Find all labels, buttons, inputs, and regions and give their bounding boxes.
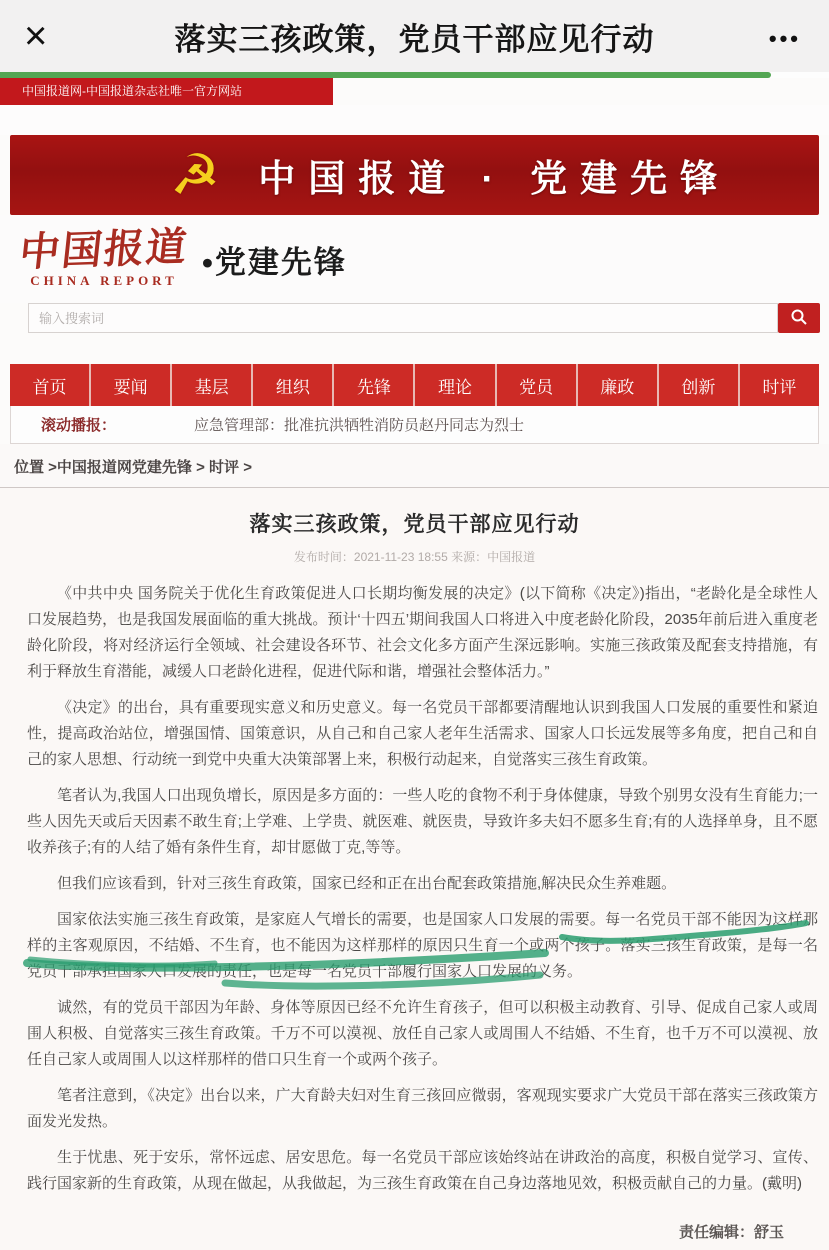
- party-banner: [10, 135, 819, 215]
- article-body: [0, 581, 829, 1197]
- nav-item-organization[interactable]: 组织: [253, 364, 332, 406]
- nav-item-vanguard[interactable]: 先锋: [334, 364, 413, 406]
- hammer-sickle-icon: ☭: [170, 143, 221, 206]
- search-button[interactable]: [778, 303, 820, 333]
- logo-english-text: CHINA REPORT: [30, 273, 178, 288]
- nav-item-innovation[interactable]: 创新: [659, 364, 738, 406]
- nav-item-grassroots[interactable]: 基层: [172, 364, 251, 406]
- banner-title: 中国报道 · 党建先锋: [258, 158, 731, 199]
- page-title: 落实三孩政策，党员干部应见行动: [174, 21, 655, 57]
- main-nav: [10, 364, 819, 406]
- logo-chinese-text: 中国报道: [17, 224, 191, 275]
- paragraph: 但我们应该看到，针对三孩生育政策，国家已经和正在出台配套政策措施,解决民众生养难题。: [57, 875, 677, 892]
- breadcrumb[interactable]: 位置 >中国报道网党建先锋 > 时评 >: [0, 444, 829, 488]
- article-title: 落实三孩政策，党员干部应见行动: [249, 513, 580, 536]
- channel-name: •党建先锋: [202, 245, 347, 280]
- paragraph: 国家依法实施三孩生育政策，是家庭人气增长的需要，也是国家人口发展的需要。每一名党员干部不能因为这样那样的主客观原因，不结婚、不生育，也不能因为这样那样的原因只生育一个或两个孩子。落实三孩生育政策，是每一名党员干部承担国家人口发展的责任，也是每一名党员干部履行国家人口发展的义务。: [27, 911, 818, 980]
- news-ticker: [10, 406, 819, 444]
- nav-item-home[interactable]: 首页: [10, 364, 89, 406]
- site-name-strip: [0, 78, 333, 105]
- site-name-text: 中国报道网-中国报道杂志社唯一官方网站: [22, 84, 242, 98]
- masthead: [0, 215, 829, 303]
- paragraph: 生于忧患、死于安乐，常怀远虑、居安思危。每一名党员干部应该始终站在讲政治的高度，积极自觉学习、宣传、践行国家新的生育政策，从现在做起，从我做起，为三孩生育政策在自己身边落地见效，积极贡献自己的力量。(戴明): [27, 1149, 818, 1192]
- nav-item-integrity[interactable]: 廉政: [578, 364, 657, 406]
- paragraph: 笔者认为,我国人口出现负增长，原因是多方面的：一些人吃的食物不利于身体健康，导致个别男女没有生育能力;一些人因先天或后天因素不敢生育;上学难、上学贵、就医难、就医贵，导致许多夫妇不愿多生育;有的人选择单身，且不愿收养孩子;有的人结了婚有条件生育，却甘愿做丁克,等等。: [27, 787, 818, 856]
- article: [0, 488, 829, 1250]
- nav-item-commentary[interactable]: 时评: [740, 364, 819, 406]
- paragraph: 《决定》的出台，具有重要现实意义和历史意义。每一名党员干部都要清醒地认识到我国人口发展的重要性和紧迫性，提高政治站位，增强国情、国策意识，从自己和自己家人老年生活需求、国家人口长远发展等多角度，把自己和自己的家人思想、行动统一到党中央重大决策部署上来，积极行动起来，自觉落实三孩生育政策。: [27, 699, 818, 768]
- nav-item-news[interactable]: 要闻: [91, 364, 170, 406]
- paragraph: 《中共中央 国务院关于优化生育政策促进人口长期均衡发展的决定》(以下简称《决定》)指出，“老龄化是全球性人口发展趋势，也是我国发展面临的重大挑战。预计‘十四五’期间我国人口将进入中度老龄化阶段，2035年前后进入重度老龄化阶段，将对经济运行全领域、社会建设各环节、社会文化多方面产生深远影响。实施三孩政策及配套支持措施，有利于释放生育潜能，减缓人口老龄化进程，促进代际和谐，增强社会整体活力。”: [27, 585, 818, 680]
- more-menu-icon[interactable]: •••: [768, 26, 801, 51]
- spacer: [0, 333, 829, 364]
- nav-item-party-members[interactable]: 党员: [497, 364, 576, 406]
- article-meta: 发布时间：2021-11-23 18:55 来源：中国报道: [293, 550, 536, 564]
- spacer: [0, 105, 829, 135]
- paragraph: 诚然，有的党员干部因为年龄、身体等原因已经不允许生育孩子，但可以积极主动教育、引导、促成自己家人或周围人积极、自觉落实三孩生育政策。千万不可以漠视、放任自己家人或周围人不结婚、不生育，也千万不可以漠视、放任自己家人或周围人以这样那样的借口只生育一个或两个孩子。: [27, 999, 818, 1068]
- search-bar: [28, 303, 820, 333]
- site-logo[interactable]: [17, 224, 191, 289]
- ticker-headline[interactable]: 应急管理部：批准抗洪牺牲消防员赵丹同志为烈士: [194, 417, 525, 434]
- wechat-title-bar: [0, 0, 829, 72]
- editor-credit: 责任编辑：舒玉: [678, 1224, 784, 1241]
- paragraph: 笔者注意到，《决定》出台以来，广大育龄夫妇对生育三孩回应微弱，客观现实要求广大党员干部在落实三孩政策方面发光发热。: [27, 1087, 818, 1130]
- nav-item-theory[interactable]: 理论: [415, 364, 494, 406]
- ticker-label: 滚动播报：: [41, 417, 117, 434]
- search-input[interactable]: [28, 303, 778, 333]
- highlighted-paragraph-wrap: [27, 907, 818, 985]
- search-icon: [790, 308, 808, 329]
- close-icon[interactable]: ×: [24, 14, 48, 58]
